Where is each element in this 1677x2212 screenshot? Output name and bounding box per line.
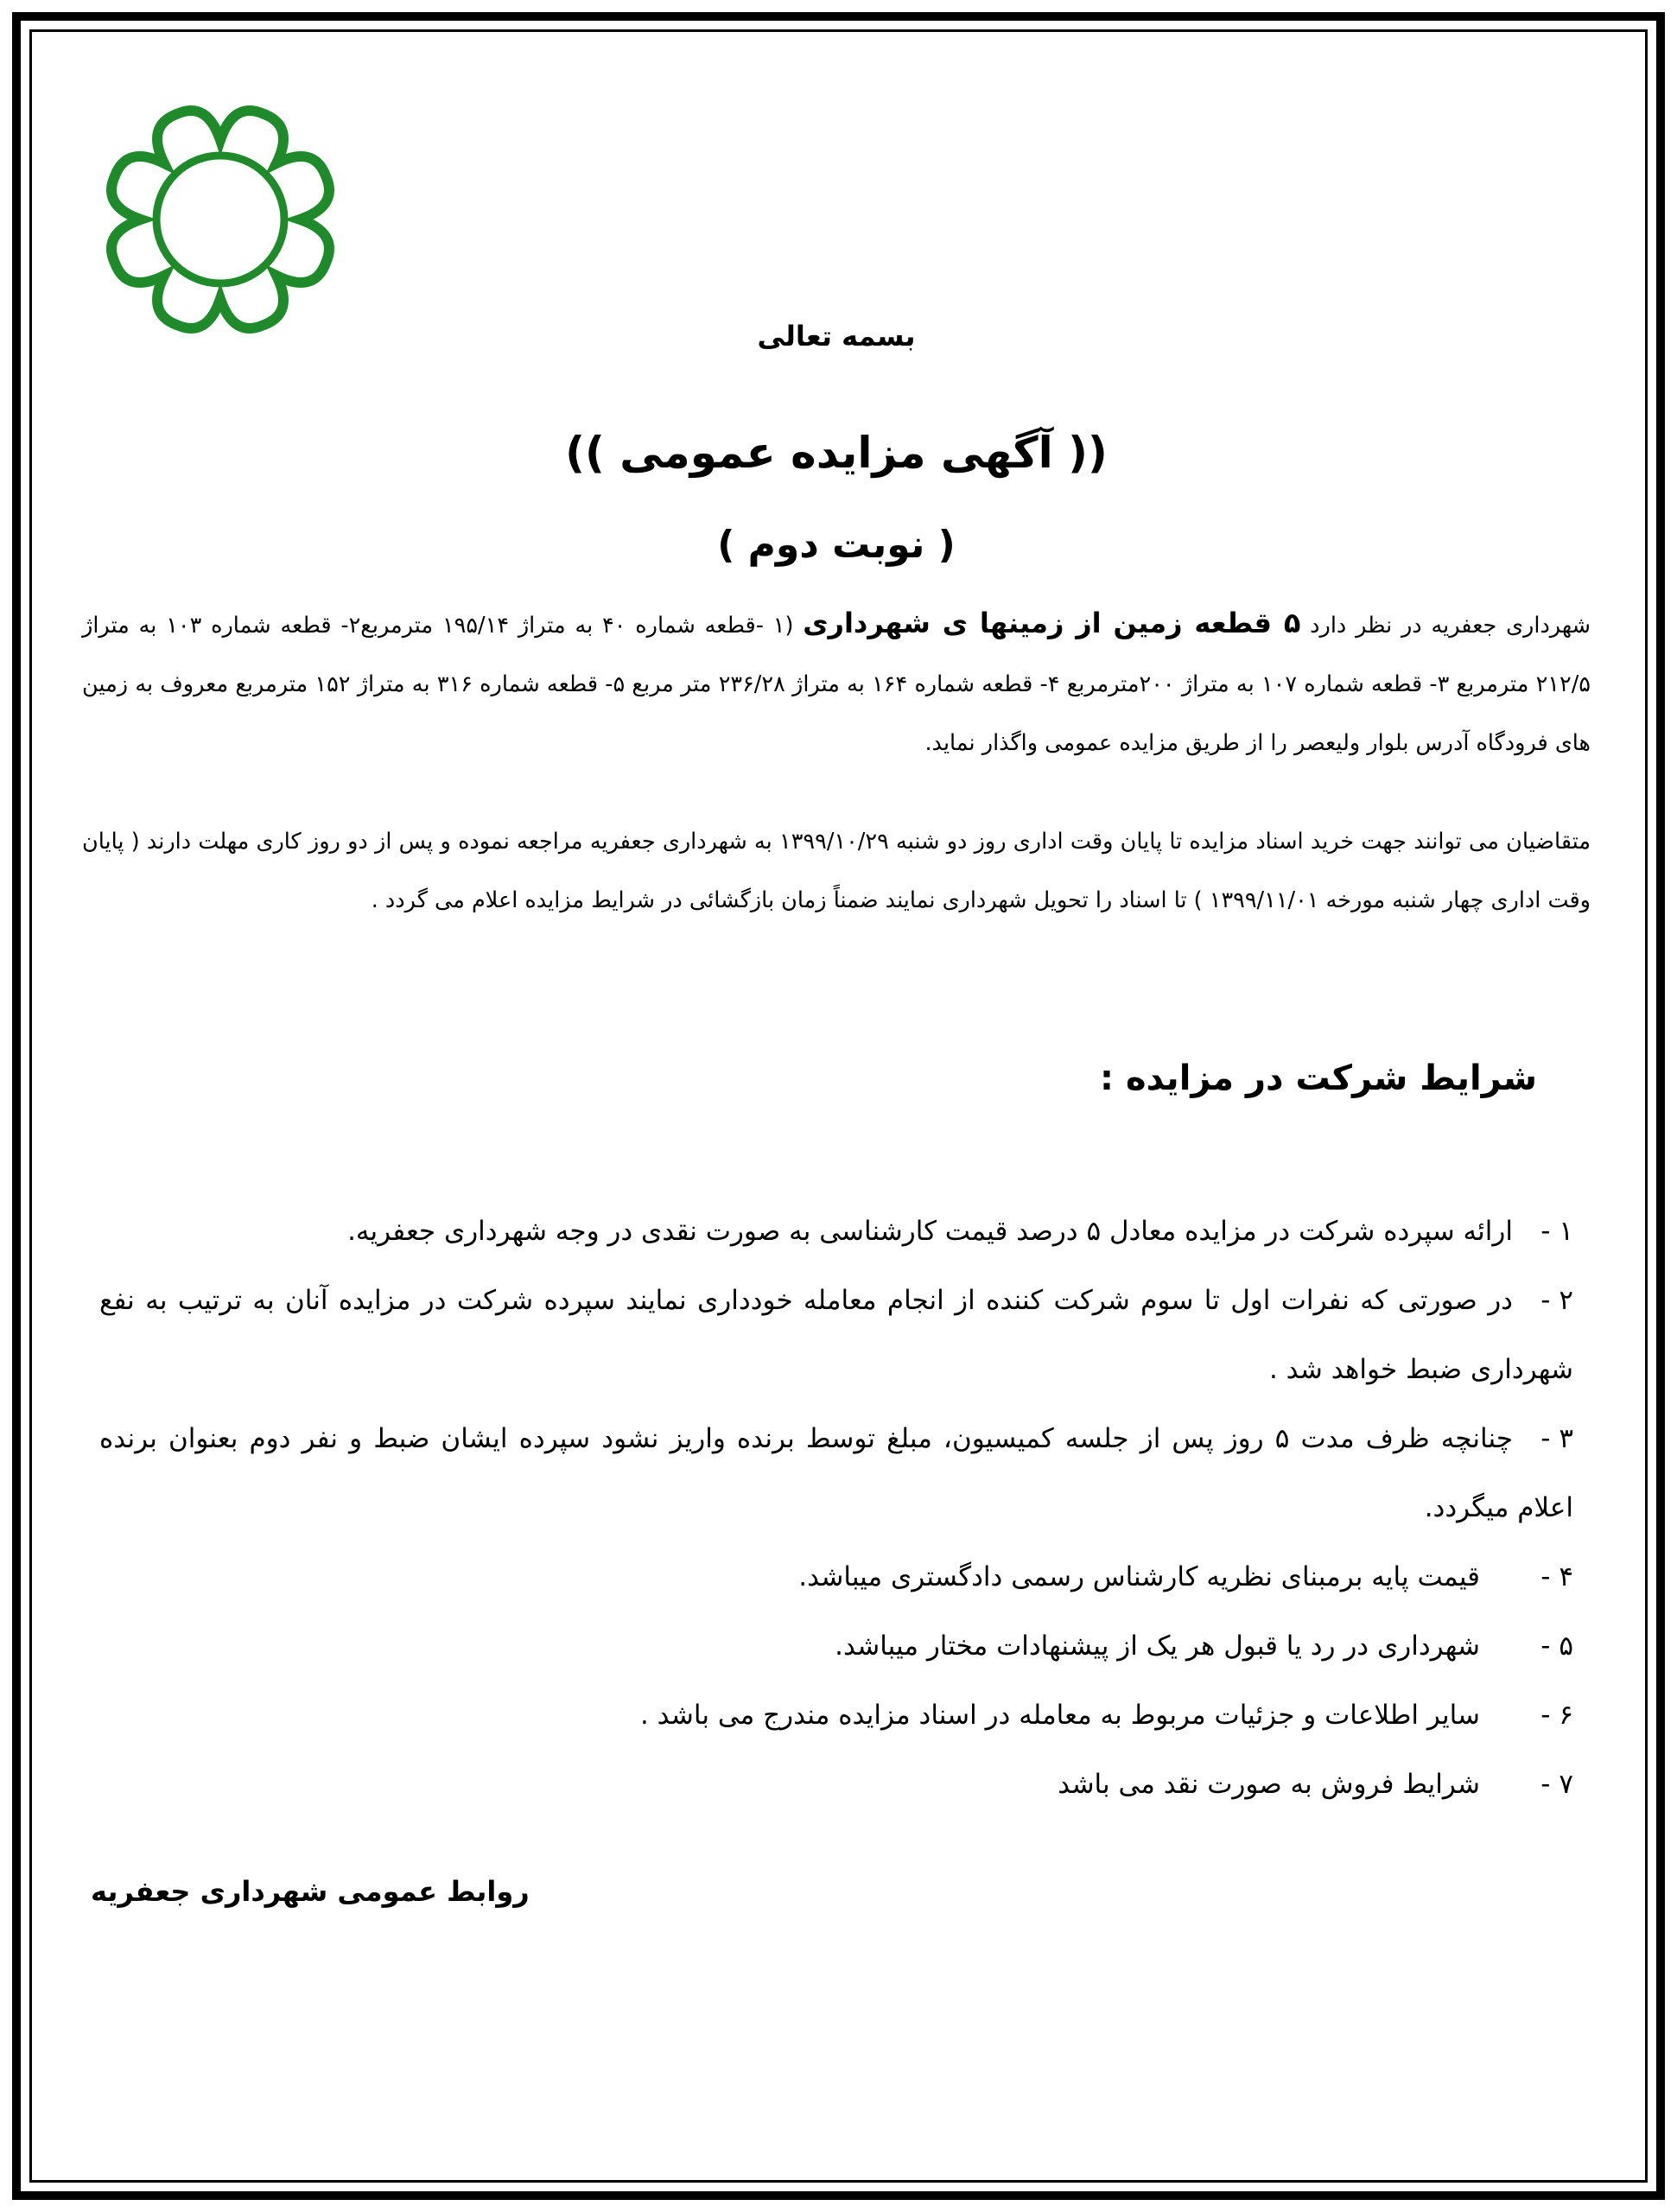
condition-number: ۱ -	[1540, 1216, 1573, 1247]
page-subtitle: ( نوبت دوم )	[717, 523, 956, 567]
condition-number: ۴ -	[1540, 1561, 1573, 1592]
condition-text: سایر اطلاعات و جزئیات مربوط به معامله در اسناد مزایده مندرج می باشد .	[639, 1700, 1480, 1731]
intro-part1: شهرداری جعفریه در نظر دارد	[1300, 613, 1591, 639]
condition-item	[82, 1681, 1573, 1750]
conditions-title: شرایط شرکت در مزایده :	[1100, 1058, 1537, 1098]
condition-text: چنانچه ظرف مدت ۵ روز پس از جلسه کمیسیون، مبلغ توسط برنده واریز نشود سپرده ایشان ضبط و نفر دوم بعنوان برنده اعلام میگردد.	[99, 1423, 1573, 1523]
footer-signature-row	[82, 1875, 1591, 1908]
condition-item	[82, 1611, 1573, 1681]
condition-number: ۲ -	[1540, 1285, 1573, 1316]
condition-number: ۶ -	[1540, 1700, 1573, 1731]
condition-number: ۳ -	[1540, 1423, 1573, 1454]
page-title: (( آگهی مزایده عمومی ))	[565, 428, 1108, 478]
condition-item	[82, 1266, 1573, 1404]
logo-outer-rosette	[111, 111, 329, 328]
deadline-paragraph: متقاضیان می توانند جهت خرید اسناد مزایده تا پایان وقت اداری روز دو شنبه ۱۳۹۹/۱۰/۲۹ به شهرداری جعفریه مراجعه نموده و پس از دو روز کاری مهلت دارند ( پایان وقت اداری چهار شنبه مورخه ۱۳۹۹/۱۱/۰۱ ) تا اسناد را تحویل شهرداری نمایند ضمناً زمان بازگشائی در شرایط مزایده اعلام می گردد .	[82, 829, 1591, 913]
condition-text: ارائه سپرده شرکت در مزایده معادل ۵ درصد قیمت کارشناسی به صورت نقدی در وجه شهرداری جعفریه.	[347, 1216, 1513, 1247]
condition-number: ۷ -	[1540, 1769, 1573, 1800]
condition-text: شرایط فروش به صورت نقد می باشد	[1058, 1769, 1480, 1800]
condition-item	[82, 1750, 1573, 1819]
condition-item	[82, 1542, 1573, 1611]
intro-highlight: ۵ قطعه زمین از زمینها ی شهرداری	[803, 607, 1301, 639]
condition-text: در صورتی که نفرات اول تا سوم شرکت کننده از انجام معامله خودداری نمایند سپرده شرکت در مزایده آنان به ترتیب به نفع شهرداری ضبط خواهد شد .	[99, 1285, 1573, 1385]
intro-paragraph	[82, 594, 1591, 772]
condition-text: شهرداری در رد یا قبول هر یک از پیشنهادات مختار میباشد.	[835, 1630, 1480, 1662]
municipality-logo	[95, 97, 346, 343]
condition-item	[82, 1404, 1573, 1542]
intro-part2: (۱ -قطعه شماره ۴۰ به متراژ ۱۹۵/۱۴ مترمربع۲- قطعه شماره ۱۰۳ به متراژ ۲۱۲/۵ مترمربع ۳- قطعه شماره ۱۰۷ به متراژ ۲۰۰مترمربع ۴- قطعه شماره ۱۶۴ به متراژ ۲۳۶/۲۸ متر مربع ۵- قطعه شماره ۳۱۶ به متراژ ۱۵۲ مترمربع معروف به زمین های فرودگاه آدرس بلوار ولیعصر را از طریق مزایده عمومی واگذار نماید.	[82, 613, 1591, 756]
condition-number: ۵ -	[1540, 1630, 1573, 1662]
invocation: بسمه تعالی	[757, 320, 916, 353]
condition-text: قیمت پایه برمبنای نظریه کارشناس رسمی دادگستری میباشد.	[798, 1561, 1480, 1592]
footer-signature: روابط عمومی شهرداری جعفریه	[91, 1875, 530, 1908]
condition-item	[82, 1197, 1573, 1266]
conditions-list	[82, 1197, 1573, 1819]
logo-inner-ring	[156, 156, 284, 283]
